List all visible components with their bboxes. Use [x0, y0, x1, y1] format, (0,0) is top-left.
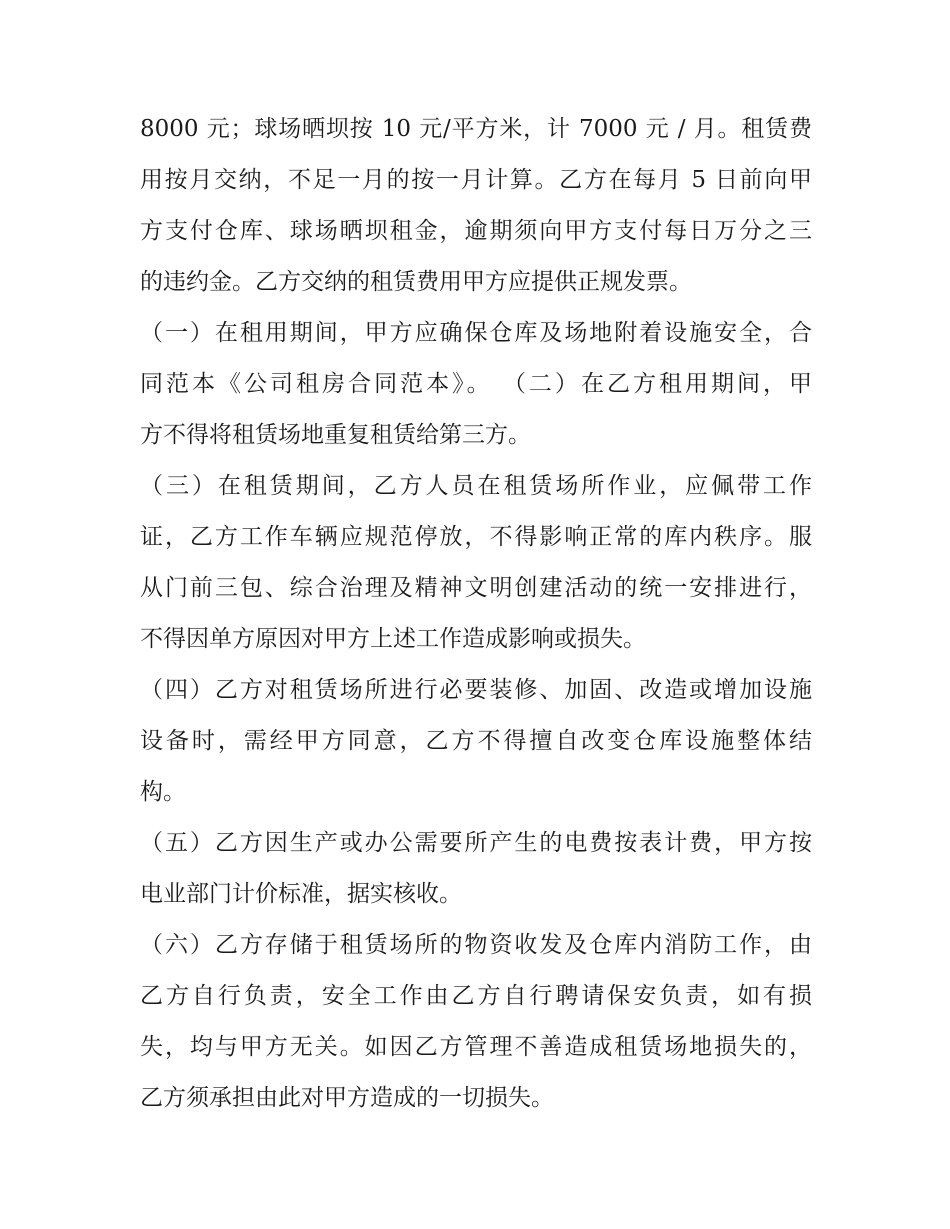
text-line: （五）乙方因生产或办公需要所产生的电费按表计费，甲方按 — [140, 830, 812, 856]
paragraph-clause-1-2 — [140, 308, 812, 461]
paragraph-clause-5 — [140, 818, 812, 920]
text-line: （一）在租用期间，甲方应确保仓库及场地附着设施安全，合 — [140, 320, 812, 346]
text-line: 不得因单方原因对甲方上述工作造成影响或损失。 — [140, 626, 646, 652]
text-line: 用按月交纳，不足一月的按一月计算。乙方在每月 5 日前向甲 — [140, 167, 812, 193]
text-line: 乙方自行负责，安全工作由乙方自行聘请保安负责，如有损 — [140, 983, 812, 1009]
paragraph-clause-4 — [140, 665, 812, 818]
text-line: 构。 — [140, 779, 186, 805]
paragraph-clause-3 — [140, 461, 812, 665]
paragraph-rent-terms — [140, 104, 812, 308]
text-line: （三）在租赁期间，乙方人员在租赁场所作业，应佩带工作 — [140, 473, 812, 499]
text-line: 8000 元；球场晒坝按 10 元/平方米，计 7000 元 / 月。租赁费 — [140, 116, 812, 142]
text-line: （六）乙方存储于租赁场所的物资收发及仓库内消防工作，由 — [140, 932, 812, 958]
text-line: 电业部门计价标准，据实核收。 — [140, 881, 462, 907]
text-line: 从门前三包、综合治理及精神文明创建活动的统一安排进行， — [140, 575, 812, 601]
text-line: 失，均与甲方无关。如因乙方管理不善造成租赁场地损失的， — [140, 1034, 812, 1060]
text-line: 的违约金。乙方交纳的租赁费用甲方应提供正规发票。 — [140, 269, 692, 295]
text-line: （四）乙方对租赁场所进行必要装修、加固、改造或增加设施 — [140, 677, 812, 703]
paragraph-clause-6 — [140, 920, 812, 1124]
text-line: 设备时，需经甲方同意，乙方不得擅自改变仓库设施整体结 — [140, 728, 812, 754]
text-line: 方支付仓库、球场晒坝租金，逾期须向甲方支付每日万分之三 — [140, 218, 812, 244]
text-line: 证，乙方工作车辆应规范停放，不得影响正常的库内秩序。服 — [140, 524, 812, 550]
text-line: 方不得将租赁场地重复租赁给第三方。 — [140, 422, 531, 448]
text-line: 乙方须承担由此对甲方造成的一切损失。 — [140, 1085, 554, 1111]
text-line: 同范本《公司租房合同范本》。 （二）在乙方租用期间，甲 — [140, 371, 812, 397]
document-body — [140, 104, 812, 1124]
